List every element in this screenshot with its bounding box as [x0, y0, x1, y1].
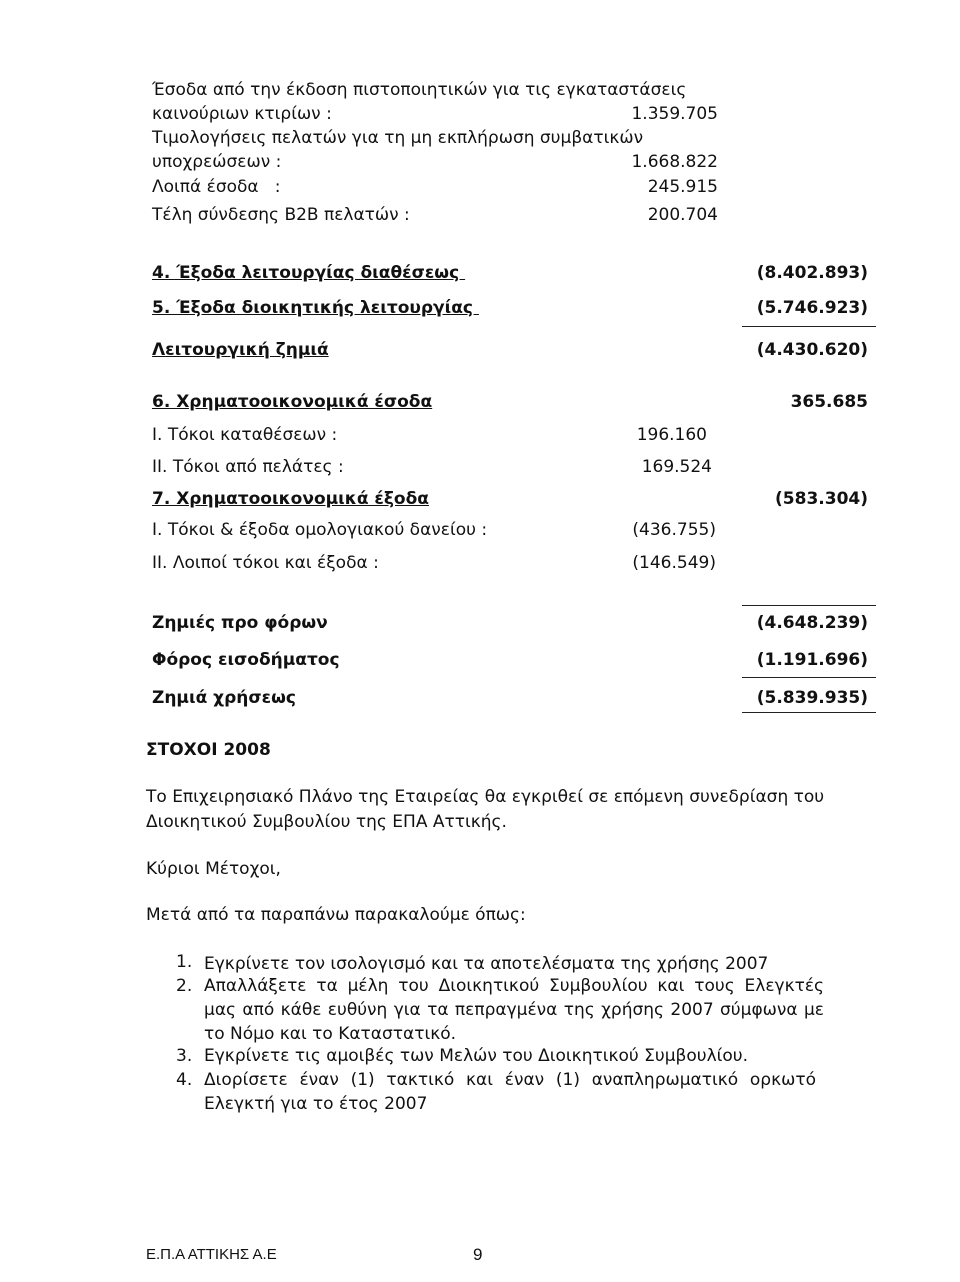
income-item-4-value: 200.704 [647, 205, 718, 225]
resolution-4-text: Διορίσετε έναν (1) τακτικό και έναν (1) αναπληρωματικό ορκωτό Ελεγκτή για το έτος 2007 [204, 1070, 816, 1114]
resolution-2-text: Απαλλάξετε τα μέλη του Διοικητικού Συμβουλίου και τους Ελεγκτές μας από κάθε ευθύνη για τα πεπραγμένα της χρήσης 2007 σύμφωνα με το Νόμο και το Καταστατικό. [204, 976, 824, 1044]
operating-loss-value: (4.430.620) [756, 340, 868, 360]
salutation: Κύριοι Μέτοχοι, [146, 859, 281, 879]
net-loss-double-underline-1 [742, 712, 876, 713]
financial-expenses-item-2-label: ΙΙ. Λοιποί τόκοι και έξοδα : [152, 553, 379, 573]
income-item-3-value: 245.915 [647, 177, 718, 197]
financial-income-item-1-value: 196.160 [636, 425, 707, 445]
income-tax-label: Φόρος εισοδήματος [152, 650, 340, 670]
financial-income-total: 365.685 [790, 392, 868, 412]
financial-income-item-1-label: Ι. Τόκοι καταθέσεων : [152, 425, 338, 445]
financial-expenses-total: (583.304) [775, 489, 868, 509]
resolution-3-text: Εγκρίνετε τις αμοιβές των Μελών του Διοικητικού Συμβουλίου. [204, 1046, 749, 1066]
income-item-3-label: Λοιπά έσοδα : [152, 177, 281, 197]
operating-loss-label: Λειτουργική ζημιά [152, 340, 329, 360]
income-item-4-label: Τέλη σύνδεσης Β2Β πελατών : [152, 205, 410, 225]
resolution-1-number: 1. [176, 952, 193, 972]
admin-expenses-label: 5. Έξοδα διοικητικής λειτουργίας [152, 298, 479, 318]
admin-expenses-underline [742, 326, 876, 327]
income-item-1-label-line1: Έσοδα από την έκδοση πιστοποιητικών για τις εγκαταστάσεις [152, 80, 687, 100]
financial-expenses-item-2-value: (146.549) [632, 553, 716, 573]
targets-paragraph-line2: Διοικητικού Συμβουλίου της ΕΠΑ Αττικής. [146, 812, 507, 832]
income-item-2-value: 1.668.822 [631, 152, 718, 172]
net-loss-value: (5.839.935) [756, 688, 868, 708]
resolution-1-text: Εγκρίνετε τον ισολογισμό και τα αποτελέσματα της χρήσης 2007 [204, 954, 769, 974]
resolutions-intro: Μετά από τα παραπάνω παρακαλούμε όπως: [146, 905, 526, 925]
loss-before-tax-label: Ζημιές προ φόρων [152, 613, 328, 633]
financial-expenses-label: 7. Χρηματοοικονομικά έξοδα [152, 489, 429, 509]
admin-expenses-value: (5.746.923) [756, 298, 868, 318]
loss-before-tax-value: (4.648.239) [756, 613, 868, 633]
targets-paragraph-line1: Το Επιχειρησιακό Πλάνο της Εταιρείας θα εγκριθεί σε επόμενη συνεδρίαση του [146, 787, 825, 807]
resolution-2-number: 2. [176, 976, 193, 996]
distribution-expenses-value: (8.402.893) [756, 263, 868, 283]
financial-expenses-item-1-value: (436.755) [632, 520, 716, 540]
net-loss-label: Ζημιά χρήσεως [152, 688, 296, 708]
income-item-2-label-line1: Τιμολογήσεις πελατών για τη μη εκπλήρωση συμβατικών [152, 128, 644, 148]
distribution-expenses-label: 4. Έξοδα λειτουργίας διαθέσεως [152, 263, 466, 283]
results-top-line [742, 605, 876, 606]
resolution-4-number: 4. [176, 1070, 193, 1090]
income-item-2-label-line2: υποχρεώσεων : [152, 152, 282, 172]
targets-heading: ΣΤΟΧΟΙ 2008 [146, 740, 271, 760]
income-tax-underline [742, 677, 876, 678]
income-item-1-value: 1.359.705 [631, 104, 718, 124]
footer-company: Ε.Π.Α ΑΤΤΙΚΗΣ Α.Ε [146, 1246, 277, 1263]
financial-expenses-item-1-label: Ι. Τόκοι & έξοδα ομολογιακού δανείου : [152, 520, 488, 540]
financial-income-label: 6. Χρηματοοικονομικά έσοδα [152, 392, 433, 412]
page-number: 9 [473, 1245, 483, 1264]
resolution-3-number: 3. [176, 1046, 193, 1066]
income-tax-value: (1.191.696) [756, 650, 868, 670]
financial-income-item-2-value: 169.524 [641, 457, 712, 477]
income-item-1-label-line2: καινούριων κτιρίων : [152, 104, 332, 124]
financial-income-item-2-label: ΙΙ. Τόκοι από πελάτες : [152, 457, 344, 477]
